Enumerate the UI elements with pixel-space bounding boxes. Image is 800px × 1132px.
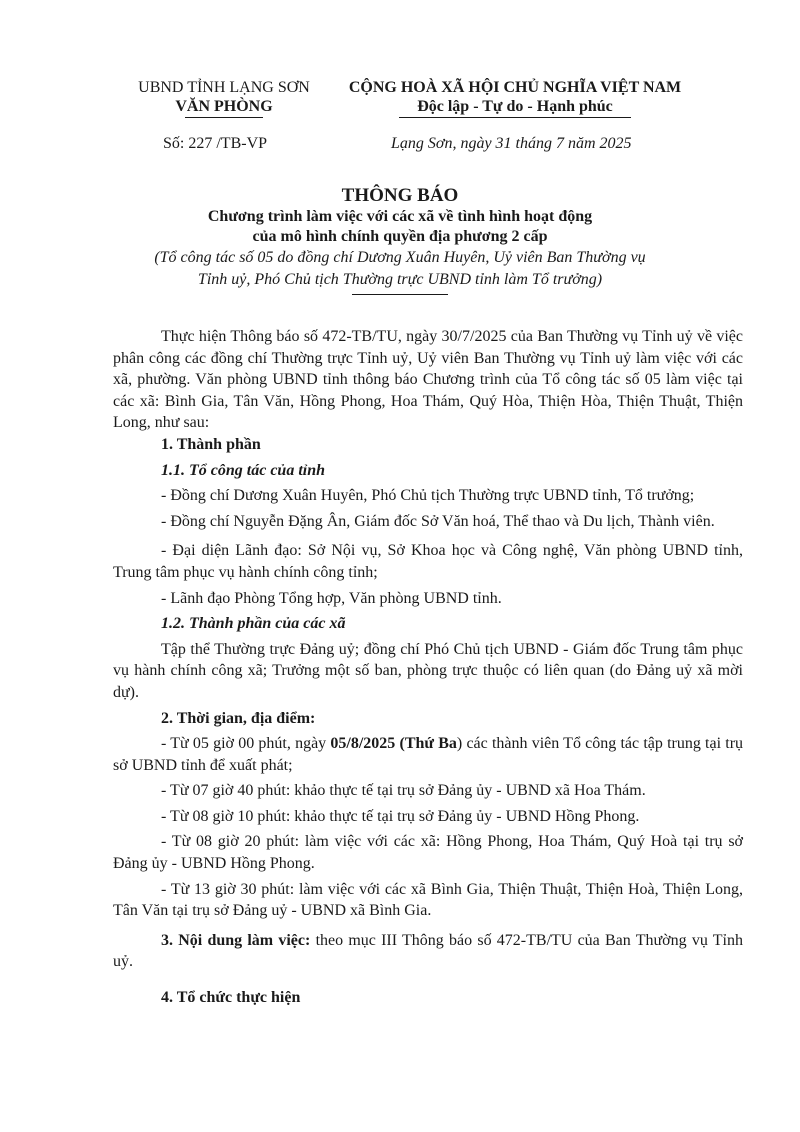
title-subtitle-1: Chương trình làm việc với các xã về tình hình hoạt động (207, 208, 593, 225)
agency-line-2: VĂN PHÒNG (175, 98, 273, 115)
list-item: - Đồng chí Nguyễn Đặng Ân, Giám đốc Sở Văn hoá, Thể thao và Du lịch, Thành viên. (161, 512, 715, 530)
section-4-heading: 4. Tổ chức thực hiện (161, 989, 301, 1007)
list-item: - Lãnh đạo Phòng Tổng hợp, Văn phòng UBND tỉnh. (161, 589, 502, 607)
title-note: (Tổ công tác số 05 do đồng chí Dương Xuân Huyên, Uỷ viên Ban Thường vụ Tỉnh uỷ, Phó Chủ tịch Thường trực UBND tỉnh làm Tổ trưởng) (154, 249, 646, 288)
schedule-text: ) các thành viên Tổ công tác tập trung tại trụ sở UBND tỉnh để xuất phát; (113, 735, 744, 774)
section-1-1-heading: 1.1. Tổ công tác của tỉnh (161, 461, 326, 479)
section-3-heading: 3. Nội dung làm việc: (161, 931, 311, 949)
title-block (150, 185, 650, 295)
motto: Độc lập - Tự do - Hạnh phúc (417, 98, 613, 115)
section-1-heading: 1. Thành phần (161, 435, 261, 453)
national-motto (332, 78, 698, 118)
document-number: Số: 227 /TB-VP (163, 135, 268, 152)
document-date: Lạng Sơn, ngày 31 tháng 7 năm 2025 (391, 135, 632, 152)
agency-line-1: UBND TỈNH LẠNG SƠN (138, 79, 310, 96)
list-item: - Từ 08 giờ 20 phút: làm việc với các xã: Hồng Phong, Hoa Thám, Quý Hoà tại trụ sở Đảng ủy - UBND Hồng Phong. (113, 833, 743, 873)
title-subtitle-2: của mô hình chính quyền địa phương 2 cấp (252, 228, 548, 245)
agency-underline (185, 117, 263, 118)
title-divider (352, 294, 448, 295)
schedule-weekday: (Thứ Ba (399, 735, 457, 753)
list-item: - Đại diện Lãnh đạo: Sở Nội vụ, Sở Khoa học và Công nghệ, Văn phòng UBND tỉnh, Trung tâm phục vụ hành chính công tỉnh; (113, 542, 743, 581)
issuing-agency (118, 78, 330, 118)
nation-name: CỘNG HOÀ XÃ HỘI CHỦ NGHĨA VIỆT NAM (348, 79, 682, 96)
section-3-paragraph (113, 930, 743, 973)
section-1-2-heading: 1.2. Thành phần của các xã (161, 615, 346, 633)
schedule-text: - Từ 05 giờ 00 phút, ngày (161, 735, 331, 753)
motto-underline (399, 117, 631, 118)
section-2-heading: 2. Thời gian, địa điểm: (161, 709, 316, 727)
list-item: - Đồng chí Dương Xuân Huyên, Phó Chủ tịch Thường trực UBND tỉnh, Tổ trưởng; (161, 487, 695, 505)
document-title: THÔNG BÁO (341, 185, 459, 206)
schedule-date: 05/8/2025 (330, 735, 396, 753)
list-item: - Từ 08 giờ 10 phút: khảo thực tế tại trụ sở Đảng ủy - UBND Hồng Phong. (161, 807, 640, 825)
list-item: - Từ 13 giờ 30 phút: làm việc với các xã Bình Gia, Thiện Thuật, Thiện Hoà, Thiện Long, Tân Văn tại trụ sở Đảng uỷ - UBND xã Bình Gia. (113, 880, 743, 920)
intro-paragraph: Thực hiện Thông báo số 472-TB/TU, ngày 30/7/2025 của Ban Thường vụ Tỉnh uỷ về việc phân công các đồng chí Thường trực Tỉnh uỷ, Uỷ viên Ban Thường vụ Tỉnh uỷ làm việc với các xã, phường. Văn phòng UBND tỉnh thông báo Chương trình của Tổ công tác số 05 làm việc tại các xã: Bình Gia, Tân Văn, Hồng Phong, Hoa Thám, Quý Hòa, Thiện Hòa, Thiện Thuật, Thiện Long, như sau: (113, 328, 743, 432)
section-1-2-text: Tập thể Thường trực Đảng uỷ; đồng chí Phó Chủ tịch UBND - Giám đốc Trung tâm phục vụ hành chính công xã; Trưởng một số ban, phòng trực thuộc có liên quan (do Đảng uỷ xã mời dự). (113, 640, 743, 701)
section-3-text: theo mục III Thông báo số 472-TB/TU của Ban Thường vụ Tỉnh uỷ. (113, 931, 743, 971)
document-body (113, 326, 743, 1009)
list-item: - Từ 07 giờ 40 phút: khảo thực tế tại trụ sở Đảng ủy - UBND xã Hoa Thám. (161, 782, 646, 800)
list-item (113, 733, 743, 776)
